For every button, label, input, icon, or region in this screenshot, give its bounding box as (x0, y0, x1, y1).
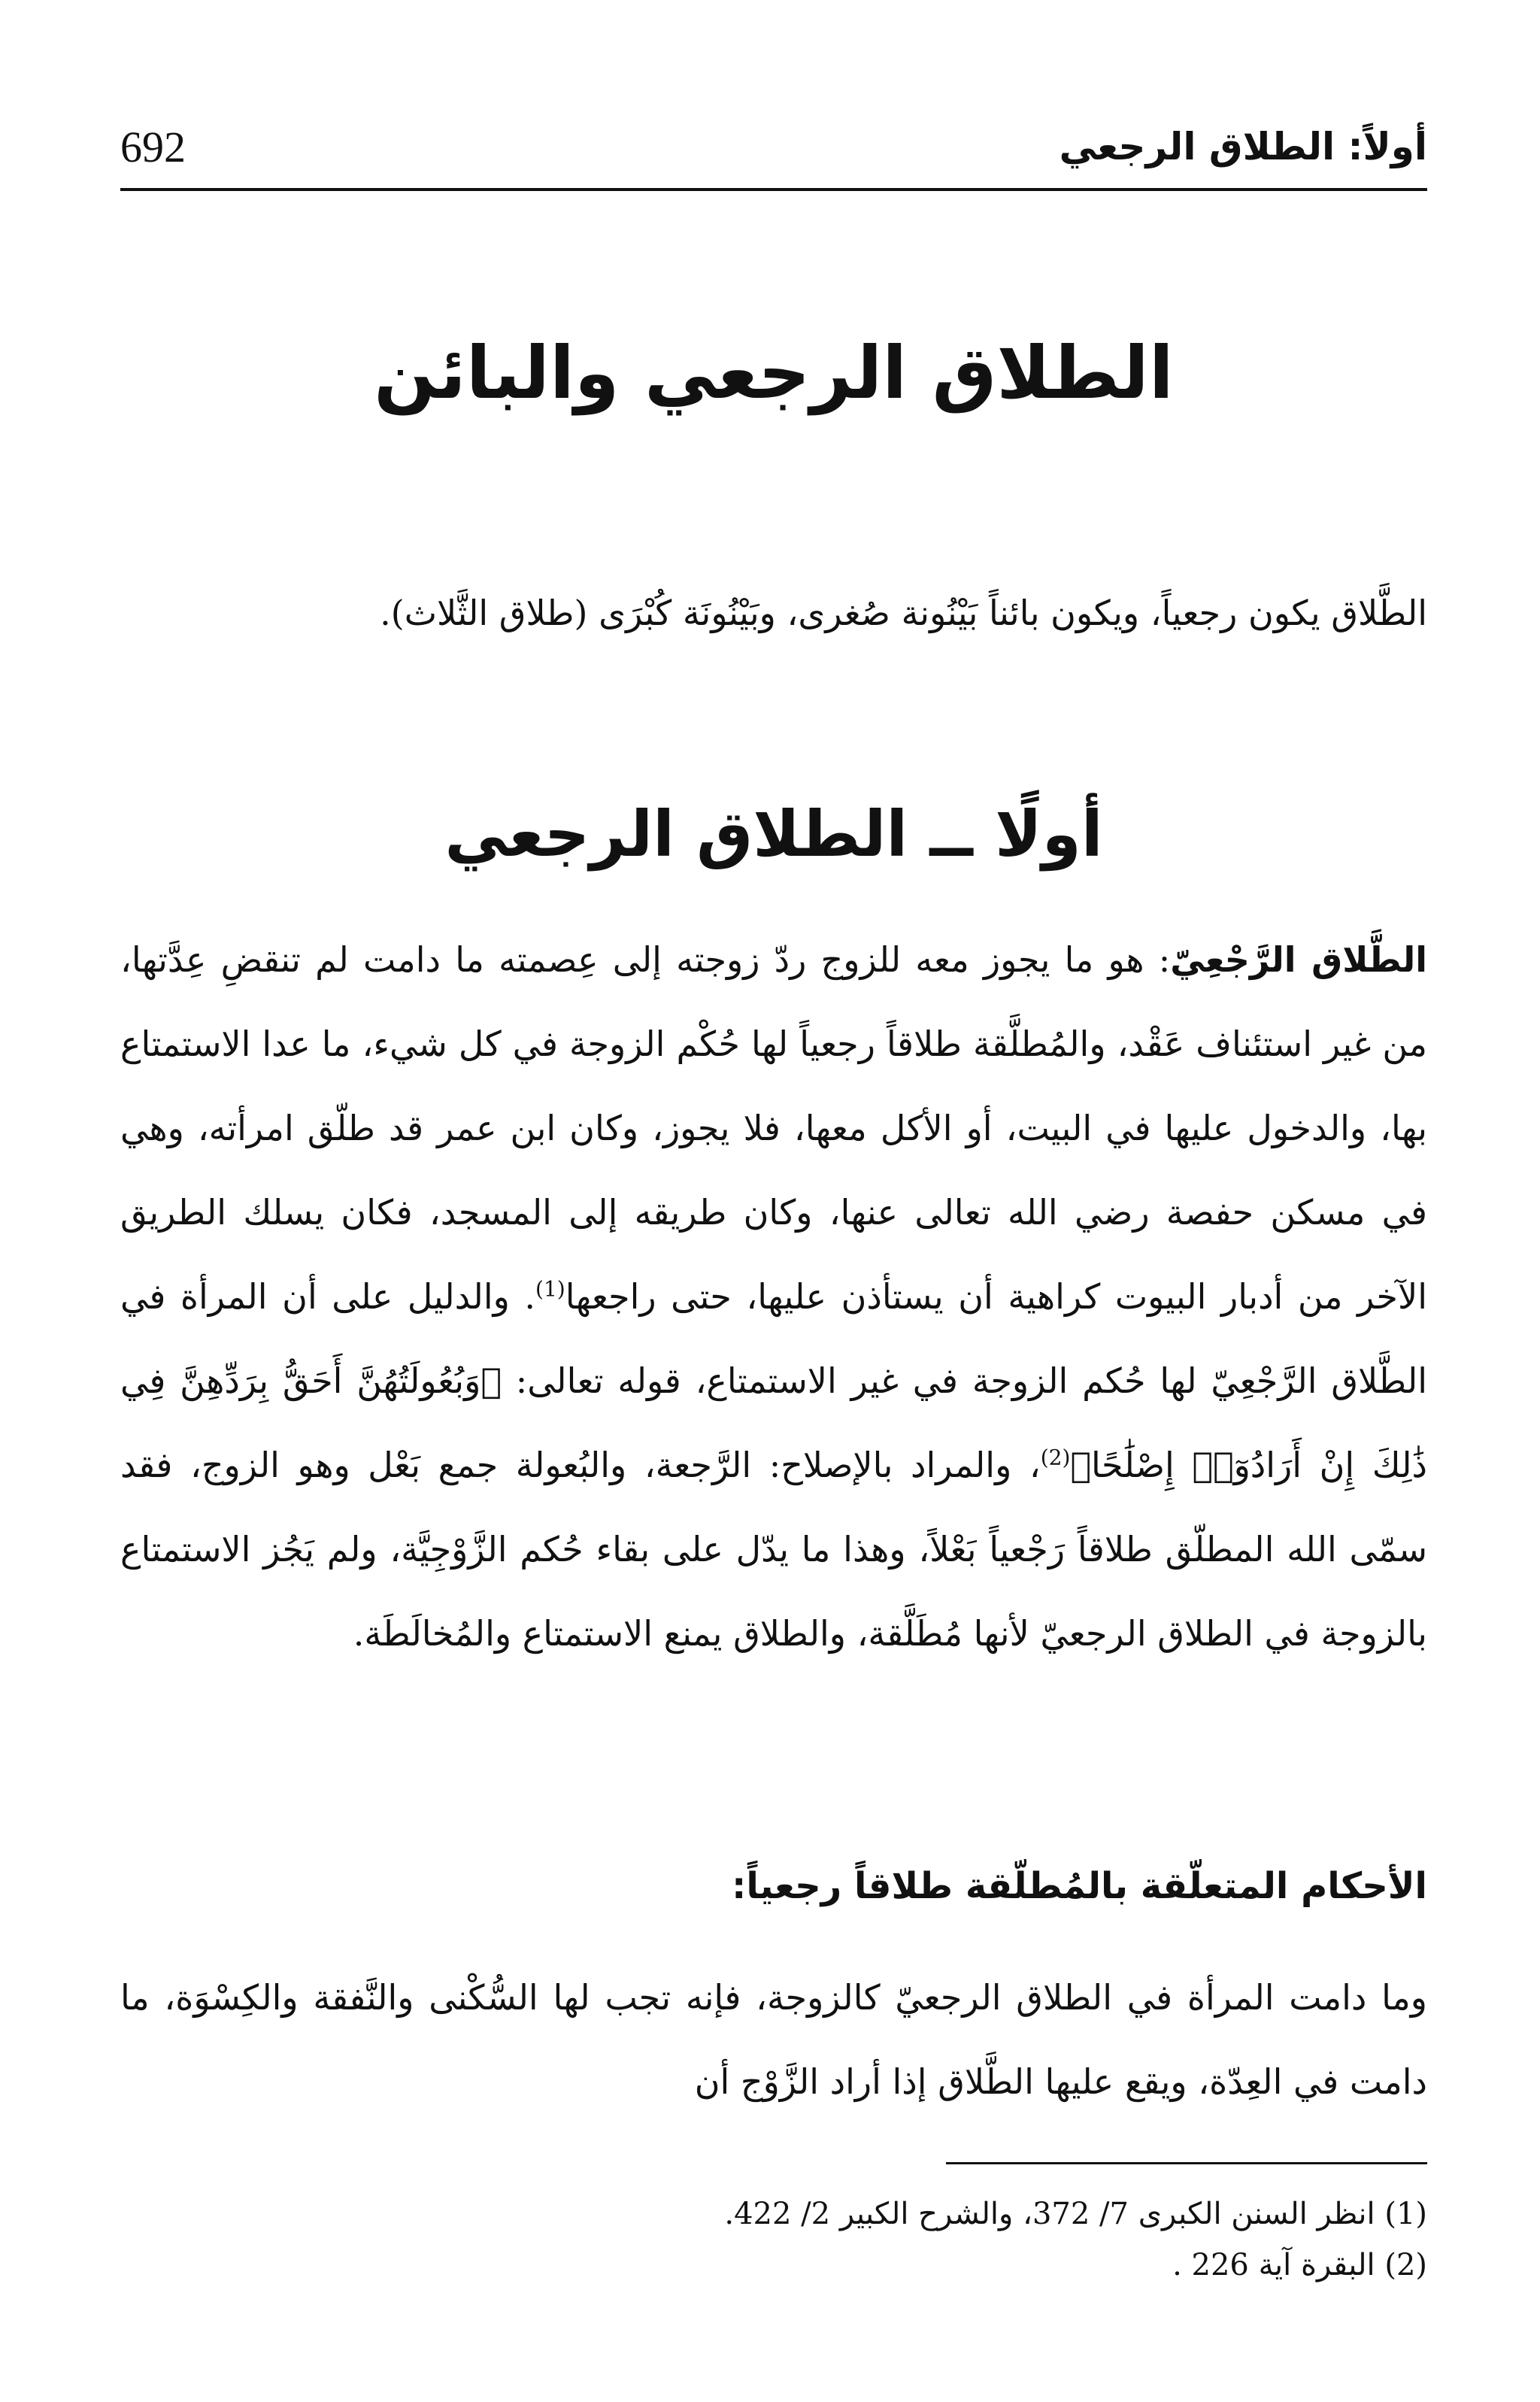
definition-text-part-3: ، والمراد بالإصلاح: الرَّجعة، والبُعولة جمع بَعْل وهو الزوج، فقد سمّى الله المطلّق طلاقاً رَجْعياً بَعْلاً، وهذا ما يدّل على بقاء حُكم الزَّوْجِيَّة، ولم يَجُز الاستمتاع بالزوجة في الطلاق الرجعيّ لأنها مُطَلَّقة، والطلاق يمنع الاستمتاع والمُخالَطَة. (120, 1445, 1427, 1654)
rulings-paragraph: وما دامت المرأة في الطلاق الرجعيّ كالزوجة، فإنه تجب لها السُّكْنى والنَّفقة والكِسْوَة، ما دامت في العِدّة، ويقع عليها الطَّلاق إذا أراد الزَّوْج أن (120, 1977, 1427, 2102)
footnote-2: (2) البقرة آية 226 . (1172, 2248, 1427, 2282)
definition-text-part-2: . والدليل على أن المرأة في الطَّلاق الرَّجْعِيّ لها حُكم الزوجة في غير الاستمتاع، قوله تعالى: ﴿وَبُعُولَتُهُنَّ أَحَقُّ بِرَدِّهِنَّ فِي ذَٰلِكَ إِنْ أَرَادُوٓا۟ إِصْلَٰحًا﴾ (120, 1276, 1427, 1485)
defined-term: الطَّلاق الرَّجْعِيّ (1170, 939, 1428, 980)
book-page (120, 105, 1427, 2331)
section-title: أولًا ــ الطلاق الرجعي (444, 797, 1103, 871)
running-header (120, 105, 1427, 191)
intro-paragraph: الطَّلاق يكون رجعياً، ويكون بائناً بَيْنُونة صُغرى، وبَيْنُونَة كُبْرَى (طلاق الثَّلاث). (380, 593, 1427, 633)
footnote-1: (1) انظر السنن الكبرى 7/ 372، والشرح الكبير 2/ 422. (724, 2197, 1427, 2231)
chapter-title: الطلاق الرجعي والبائن (374, 331, 1174, 415)
footnote-ref-1: (1) (535, 1276, 565, 1302)
page-number: 692 (120, 122, 186, 171)
footnote-divider (946, 2162, 1427, 2164)
running-header-title: أولاً: الطلاق الرجعي (1059, 125, 1427, 168)
definition-paragraph (120, 917, 1427, 1676)
definition-text-part-1: : هو ما يجوز معه للزوج ردّ زوجته إلى عِصمته ما دامت لم تنقضِ عِدَّتها، من غير استئناف عَقْد، والمُطلَّقة طلاقاً رجعياً لها حُكْم الزوجة في كل شيء، ما عدا الاستمتاع بها، والدخول عليها في البيت، أو الأكل معها، فلا يجوز، وكان ابن عمر قد طلّق امرأته، وهي في مسكن حفصة رضي الله تعالى عنها، وكان طريقه إلى المسجد، فكان يسلك الطريق الآخر من أدبار البيوت كراهية أن يستأذن عليها، حتى راجعها (120, 939, 1427, 1317)
footnotes (120, 2188, 1427, 2291)
footnote-ref-2: (2) (1040, 1445, 1071, 1470)
rulings-subheading: الأحكام المتعلّقة بالمُطلّقة طلاقاً رجعياً: (732, 1865, 1427, 1907)
